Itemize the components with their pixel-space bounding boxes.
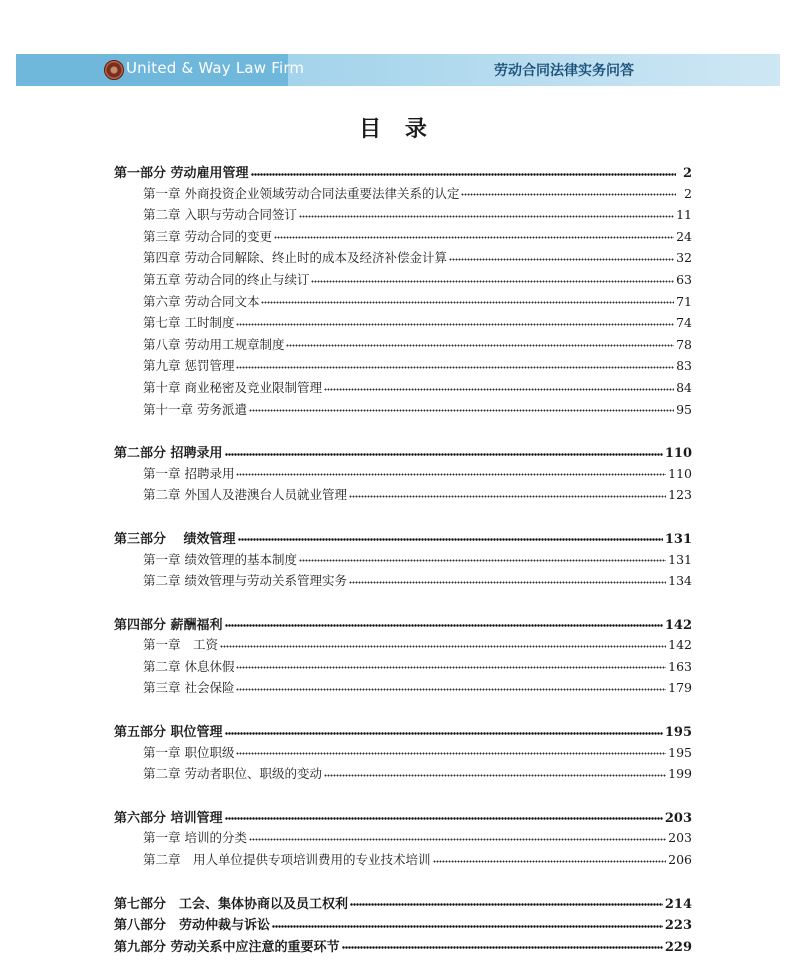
dot-leader bbox=[225, 444, 663, 457]
toc-page-number: 2 bbox=[682, 166, 692, 181]
toc-page-number: 229 bbox=[664, 939, 692, 955]
section-spacer bbox=[114, 507, 692, 528]
dot-leader bbox=[225, 616, 663, 629]
dot-leader bbox=[236, 680, 666, 693]
toc-entry-label: 第三章 劳动合同的变更 bbox=[143, 228, 272, 244]
toc-title: 目 录 bbox=[359, 116, 435, 142]
toc-page-number: 163 bbox=[668, 658, 692, 674]
toc-entry-label: 第一章 外商投资企业领域劳动合同法重要法律关系的认定 bbox=[143, 185, 460, 201]
toc-entry-label: 第八部分 劳动仲裁与诉讼 bbox=[114, 918, 271, 934]
toc-page-number: 84 bbox=[676, 379, 692, 395]
dot-leader bbox=[274, 228, 674, 241]
toc-chapter-entry[interactable] bbox=[114, 184, 692, 206]
toc-part-entry[interactable] bbox=[114, 442, 692, 464]
toc-part-entry[interactable] bbox=[114, 528, 692, 550]
dot-leader bbox=[433, 852, 667, 865]
toc-chapter-entry[interactable] bbox=[114, 550, 692, 572]
toc-page-number: 110 bbox=[668, 465, 692, 481]
toc-entry-label: 第一章 培训的分类 bbox=[143, 830, 247, 846]
toc-page-number: 71 bbox=[676, 293, 692, 309]
toc-page-number: 78 bbox=[676, 336, 692, 352]
toc-entry-label: 第八章 劳动用工规章制度 bbox=[143, 336, 285, 352]
toc-chapter-entry[interactable] bbox=[114, 485, 692, 507]
toc-entry-label: 第五章 劳动合同的终止与续订 bbox=[143, 271, 310, 287]
toc-entry-label: 第二章 休息休假 bbox=[143, 658, 235, 674]
toc-chapter-entry[interactable] bbox=[114, 270, 692, 292]
book-title: 劳动合同法律实务问答 bbox=[494, 63, 634, 79]
toc-entry-label: 第三章 社会保险 bbox=[143, 680, 235, 696]
dot-leader bbox=[299, 551, 666, 564]
toc-chapter-entry[interactable] bbox=[114, 248, 692, 270]
toc-chapter-entry[interactable] bbox=[114, 292, 692, 314]
dot-leader bbox=[236, 358, 674, 371]
dot-leader bbox=[225, 723, 663, 736]
dot-leader bbox=[272, 916, 663, 929]
toc-chapter-entry[interactable] bbox=[114, 335, 692, 357]
toc-page-number: 63 bbox=[676, 271, 692, 287]
toc-part-entry[interactable] bbox=[114, 914, 692, 936]
toc-entry-label: 第九部分 劳动关系中应注意的重要环节 bbox=[114, 939, 340, 955]
dot-leader bbox=[324, 766, 666, 779]
dot-leader bbox=[349, 487, 666, 500]
dot-leader bbox=[299, 207, 674, 220]
toc-chapter-entry[interactable] bbox=[114, 571, 692, 593]
dot-leader bbox=[286, 336, 674, 349]
toc-entry-label: 第二章 用人单位提供专项培训费用的专业技术培训 bbox=[143, 852, 431, 868]
dot-leader bbox=[461, 185, 676, 198]
toc-page-number: 2 bbox=[684, 185, 692, 201]
toc-chapter-entry[interactable] bbox=[114, 227, 692, 249]
dot-leader bbox=[449, 250, 674, 263]
toc-page-number: 95 bbox=[676, 401, 692, 417]
toc-chapter-entry[interactable] bbox=[114, 678, 692, 700]
section-spacer bbox=[114, 786, 692, 807]
toc-entry-label: 第二章 绩效管理与劳动关系管理实务 bbox=[143, 573, 347, 589]
toc-entry-label: 第四部分 薪酬福利 bbox=[114, 617, 223, 633]
header-banner bbox=[16, 54, 780, 86]
dot-leader bbox=[249, 401, 674, 414]
toc-chapter-entry[interactable] bbox=[114, 657, 692, 679]
toc-entry-label: 第二部分 招聘录用 bbox=[114, 446, 223, 462]
toc-page-number: 83 bbox=[676, 358, 692, 374]
toc-entry-label: 第三部分 绩效管理 bbox=[114, 531, 236, 547]
toc-chapter-entry[interactable] bbox=[114, 205, 692, 227]
toc-entry-label: 第二章 外国人及港澳台人员就业管理 bbox=[143, 487, 347, 503]
toc-entry-label: 第一章 绩效管理的基本制度 bbox=[143, 551, 297, 567]
toc-entry-label: 第七章 工时制度 bbox=[143, 315, 235, 331]
toc-part-entry[interactable] bbox=[114, 721, 692, 743]
toc-page-number: 24 bbox=[676, 228, 692, 244]
section-spacer bbox=[114, 421, 692, 442]
dot-leader bbox=[251, 164, 676, 177]
dot-leader bbox=[236, 658, 666, 671]
toc-entry-label: 第十一章 劳务派遣 bbox=[143, 401, 247, 417]
toc-chapter-entry[interactable] bbox=[114, 400, 692, 422]
dot-leader bbox=[311, 271, 674, 284]
toc-page-number: 11 bbox=[676, 207, 692, 223]
section-spacer bbox=[114, 593, 692, 614]
toc-page-number: 203 bbox=[668, 830, 692, 846]
toc-entry-label: 第一章 工资 bbox=[143, 637, 219, 653]
toc-page-number: 214 bbox=[664, 896, 692, 912]
toc-page-number: 142 bbox=[664, 617, 692, 633]
toc-page-number: 195 bbox=[664, 725, 692, 741]
toc-chapter-entry[interactable] bbox=[114, 313, 692, 335]
toc-entry-label: 第九章 惩罚管理 bbox=[143, 358, 235, 374]
toc-entry-label: 第十章 商业秘密及竞业限制管理 bbox=[143, 379, 322, 395]
dot-leader bbox=[225, 809, 663, 822]
toc-part-entry[interactable] bbox=[114, 162, 692, 184]
dot-leader bbox=[236, 315, 674, 328]
toc-page-number: 199 bbox=[668, 766, 692, 782]
toc-chapter-entry[interactable] bbox=[114, 356, 692, 378]
toc-page-number: 142 bbox=[668, 637, 692, 653]
toc-part-entry[interactable] bbox=[114, 614, 692, 636]
toc-entry-label: 第五部分 职位管理 bbox=[114, 725, 223, 741]
dot-leader bbox=[342, 938, 663, 951]
toc-chapter-entry[interactable] bbox=[114, 378, 692, 400]
dot-leader bbox=[220, 637, 666, 650]
toc-part-entry[interactable] bbox=[114, 893, 692, 915]
dot-leader bbox=[349, 573, 666, 586]
toc-page-number: 179 bbox=[668, 680, 692, 696]
dot-leader bbox=[236, 465, 666, 478]
toc-entry-label: 第七部分 工会、集体协商以及员工权利 bbox=[114, 896, 349, 912]
toc-page-number: 223 bbox=[664, 918, 692, 934]
toc-part-entry[interactable] bbox=[114, 807, 692, 829]
toc-part-entry[interactable] bbox=[114, 936, 692, 958]
toc-entry-label: 第二章 入职与劳动合同签订 bbox=[143, 207, 297, 223]
toc-entry-label: 第一部分 劳动雇用管理 bbox=[114, 166, 249, 181]
dot-leader bbox=[236, 744, 666, 757]
toc-chapter-entry[interactable] bbox=[114, 764, 692, 786]
toc-entry-label: 第六章 劳动合同文本 bbox=[143, 293, 260, 309]
toc-entry-label: 第四章 劳动合同解除、终止时的成本及经济补偿金计算 bbox=[143, 250, 447, 266]
toc-page-number: 74 bbox=[676, 315, 692, 331]
toc-chapter-entry[interactable] bbox=[114, 850, 692, 872]
dot-leader bbox=[261, 293, 674, 306]
toc-page-number: 110 bbox=[664, 446, 692, 462]
dot-leader bbox=[324, 379, 674, 392]
toc-page-number: 131 bbox=[668, 551, 692, 567]
firm-seal-logo-icon bbox=[104, 60, 124, 80]
toc-chapter-entry[interactable] bbox=[114, 828, 692, 850]
toc-entry-label: 第六部分 培训管理 bbox=[114, 810, 223, 826]
toc-page-number: 123 bbox=[668, 487, 692, 503]
toc-entry-label: 第一章 招聘录用 bbox=[143, 465, 235, 481]
dot-leader bbox=[350, 895, 663, 908]
dot-leader bbox=[238, 530, 663, 543]
toc-page-number: 131 bbox=[664, 531, 692, 547]
toc-page-number: 206 bbox=[668, 852, 692, 868]
toc-chapter-entry[interactable] bbox=[114, 635, 692, 657]
toc-entry-label: 第二章 劳动者职位、职级的变动 bbox=[143, 766, 322, 782]
toc-page-number: 203 bbox=[664, 810, 692, 826]
toc-page-number: 134 bbox=[668, 573, 692, 589]
toc-page-number: 32 bbox=[676, 250, 692, 266]
toc-entry-label: 第一章 职位职级 bbox=[143, 744, 235, 760]
toc-page-number: 195 bbox=[668, 744, 692, 760]
toc-chapter-entry[interactable] bbox=[114, 464, 692, 486]
section-spacer bbox=[114, 700, 692, 721]
section-spacer bbox=[114, 872, 692, 893]
firm-name: United & Way Law Firm bbox=[126, 59, 305, 77]
table-of-contents bbox=[114, 162, 692, 957]
dot-leader bbox=[249, 830, 666, 843]
toc-chapter-entry[interactable] bbox=[114, 743, 692, 765]
